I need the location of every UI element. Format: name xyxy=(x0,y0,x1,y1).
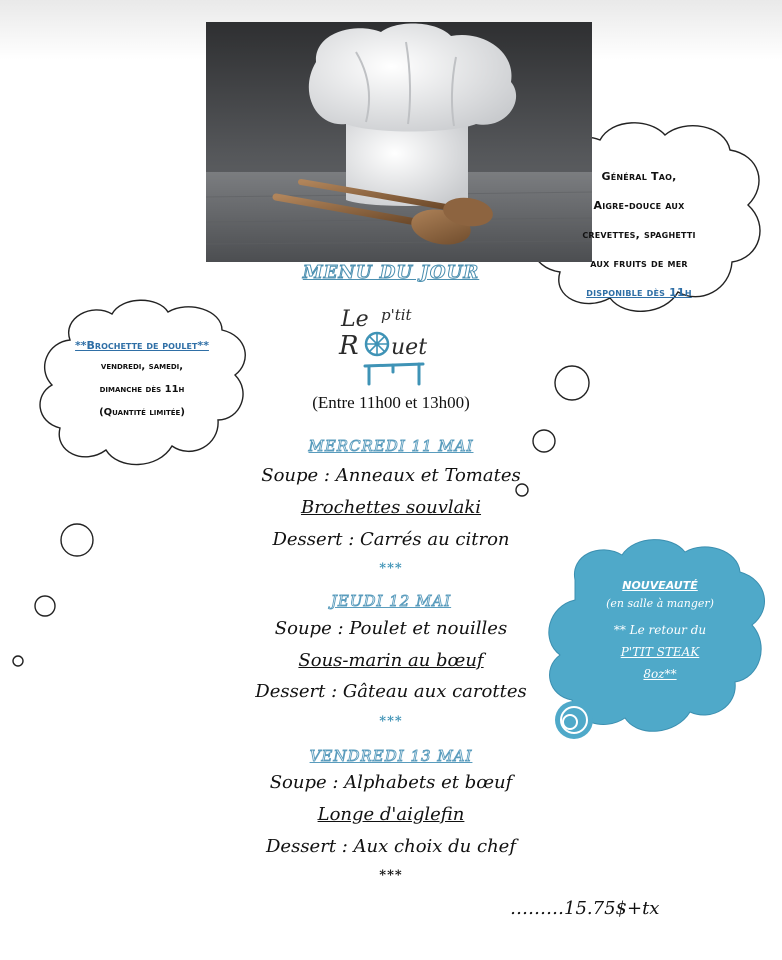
menu-price: ………15.75$+tx xyxy=(510,898,660,919)
svg-text:Le: Le xyxy=(341,307,369,332)
soupe-3: Soupe : Alphabets et bœuf xyxy=(269,772,513,793)
right-cloud-line-2: Aigre-douce aux xyxy=(593,199,685,212)
plat-1: Brochettes souvlaki xyxy=(300,497,482,518)
soupe-2: Soupe : Poulet et nouilles xyxy=(274,618,508,639)
left-cloud-highlight: **Brochette de poulet** xyxy=(75,339,209,352)
plat-3: Longe d'aiglefin xyxy=(317,804,465,825)
svg-text:uet: uet xyxy=(391,335,428,360)
chef-hat-icon xyxy=(206,22,592,262)
dessert-3: Dessert : Aux choix du chef xyxy=(266,836,516,857)
right-cloud-line-1: Général Tao, xyxy=(601,170,677,183)
right-cloud-line-4: aux fruits de mer xyxy=(590,257,688,270)
separator-2: *** xyxy=(379,714,403,729)
left-cloud-text xyxy=(74,337,210,424)
day-heading-1: MERCREDI 11 MAI xyxy=(308,437,474,455)
blue-cloud-label: NOUVEAUTÉ xyxy=(622,579,698,592)
menu-title: MENU DU JOUR xyxy=(302,262,480,283)
separator-3: *** xyxy=(379,868,403,883)
blue-cloud-line-1: ** Le retour du xyxy=(613,623,707,637)
day-heading-2: JEUDI 12 MAI xyxy=(330,592,452,610)
left-cloud-line-1: vendredi, samedi, xyxy=(100,361,184,372)
svg-text:R: R xyxy=(339,331,359,361)
blue-cloud-text xyxy=(588,577,732,685)
left-cloud-line-2: dimanche dès 11h xyxy=(99,384,185,395)
right-cloud-text xyxy=(556,162,722,307)
left-cloud-line-3: (Quantité limitée) xyxy=(99,407,185,418)
blue-cloud-line-3: 8oz** xyxy=(643,667,677,681)
day-heading-3: VENDREDI 13 MAI xyxy=(309,747,473,765)
plat-2: Sous-marin au bœuf xyxy=(298,650,484,671)
blue-cloud-line-2: P'TIT STEAK xyxy=(620,645,700,659)
svg-text:p'tit: p'tit xyxy=(381,306,412,324)
blue-cloud-sub: (en salle à manger) xyxy=(606,597,714,610)
soupe-1: Soupe : Anneaux et Tomates xyxy=(261,465,521,486)
dessert-1: Dessert : Carrés au citron xyxy=(272,529,510,550)
right-cloud-line-3: crevettes, spaghetti xyxy=(582,228,696,241)
hero-photo xyxy=(206,22,592,262)
right-cloud-available: disponible dès 11h xyxy=(586,286,692,299)
dessert-2: Dessert : Gâteau aux carottes xyxy=(255,681,527,702)
spinning-wheel-logo-icon xyxy=(335,298,447,390)
service-hours: (Entre 11h00 et 13h00) xyxy=(312,393,470,412)
separator-1: *** xyxy=(379,561,403,576)
restaurant-logo xyxy=(335,298,447,390)
